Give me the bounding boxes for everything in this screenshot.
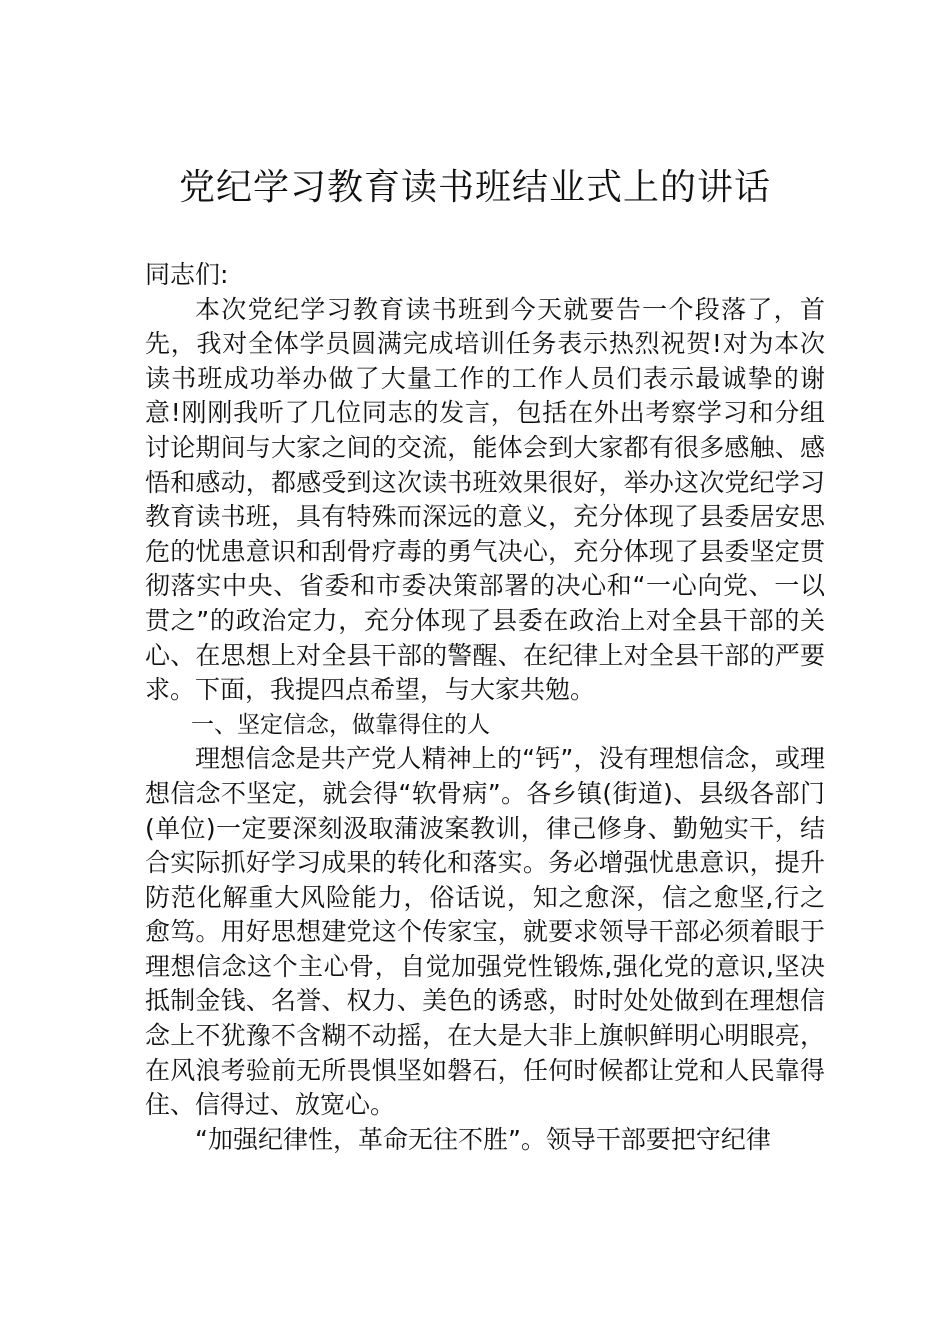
section-heading: 一、坚定信念，做靠得住的人 <box>191 711 490 738</box>
opening-paragraph: 本次党纪学习教育读书班到今天就要告一个段落了，首先，我对全体学员圆满完成培训任务表示热烈祝贺!对为本次读书班成功举办做了大量工作的工作人员们表示最诚挚的谢意!刚刚我听了几位同志的发言，包括在外出考察学习和分组讨论期间与大家之间的交流，能体会到大家都有很多感触、感悟和感动，都感受到这次读书班效果很好，举办这次党纪学习教育读书班，具有特殊而深远的意义，充分体现了县委居安思危的忧患意识和刮骨疗毒的勇气决心，充分体现了县委坚定贯彻落实中央、省委和市委决策部署的决心和“一心向党、一以贯之”的政治定力，充分体现了县委在政治上对全县干部的关心、在思想上对全县干部的警醒、在纪律上对全县干部的严要求。下面，我提四点希望，与大家共勉。 <box>145 294 825 705</box>
section-paragraph: 理想信念是共产党人精神上的“钙”，没有理想信念，或理想信念不坚定，就会得“软骨病”。各乡镇(街道)、县级各部门(单位)一定要深刻汲取蒲波案教训，律己修身、勤勉实干，结合实际抓好学习成果的转化和落实。务必增强忧患意识，提升防范化解重大风险能力，俗话说，知之愈深，信之愈坚,行之愈笃。用好思想建党这个传家宝，就要求领导干部必须着眼于理想信念这个主心骨，自觉加强党性锻炼,强化党的意识,坚决抵制金钱、名誉、权力、美色的诱惑，时时处处做到在理想信念上不犹豫不含糊不动摇，在大是大非上旗帜鲜明心明眼亮，在风浪考验前无所畏惧坚如磐石，任何时候都让党和人民靠得住、信得过、放宽心。 <box>145 744 825 1120</box>
section-paragraph: “加强纪律性，革命无往不胜”。领导干部要把守纪律 <box>195 1124 771 1154</box>
document-title: 党纪学习教育读书班结业式上的讲话 <box>178 167 771 208</box>
document-body <box>145 258 825 1157</box>
salutation: 同志们: <box>145 260 229 289</box>
